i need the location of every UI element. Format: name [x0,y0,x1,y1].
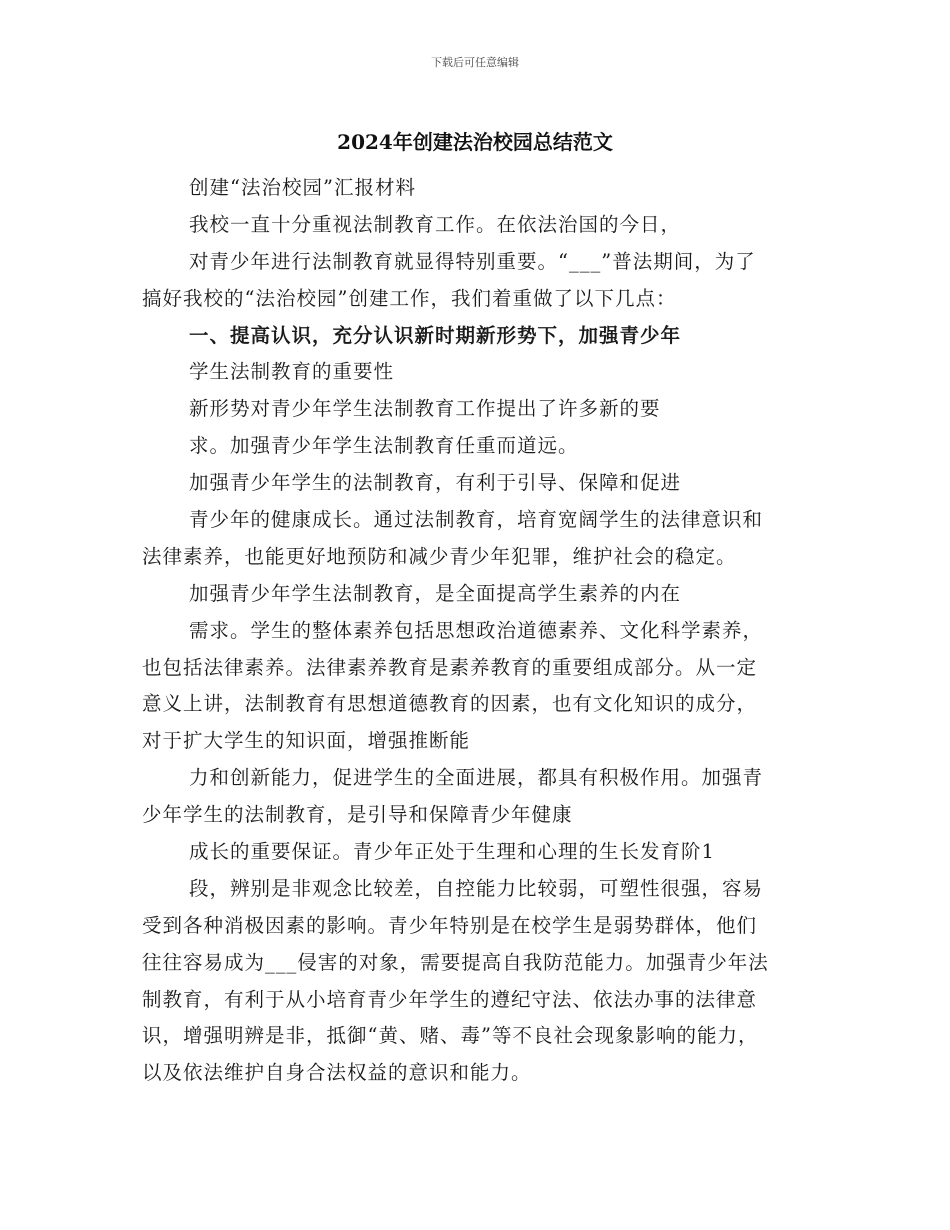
body-text-line: 新形势对青少年学生法制教育工作提出了许多新的要 [189,397,661,421]
body-text-line: 力和创新能力，促进学生的全面进展，都具有积极作用。加强青 [189,766,764,790]
body-text-line: 识，增强明辨是非，抵御“黄、赌、毒”等不良社会现象影响的能力， [142,1024,759,1048]
body-text-line: 创建“法治校园”汇报材料 [189,176,416,199]
body-text-line: 搞好我校的“法治校园”创建工作，我们着重做了以下几点： [142,286,677,310]
document-title: 2024年创建法治校园总结范文 [337,130,613,154]
header-note: 下载后可任意编辑 [431,56,519,69]
body-text-line: 我校一直十分重视法制教育工作。在依法治国的今日， [189,212,682,236]
body-text-line: 少年学生的法制教育，是引导和保障青少年健康 [142,803,573,827]
body-text-line: 段，辨别是非观念比较差，自控能力比较弱，可塑性很强，容易 [189,876,764,900]
body-text-line: 制教育，有利于从小培育青少年学生的遵纪守法、依法办事的法律意 [142,987,758,1011]
body-text-line: 也包括法律素养。法律素养教育是素养教育的重要组成部分。从一定 [142,655,758,679]
body-text-line: 对青少年进行法制教育就显得特别重要。“___”普法期间，为了 [189,249,756,273]
body-text-line: 成长的重要保证。青少年正处于生理和心理的生长发育阶1 [189,840,715,864]
body-text-line: 加强青少年学生法制教育，是全面提高学生素养的内在 [189,581,682,605]
body-text-line: 需求。学生的整体素养包括思想政治道德素养、文化科学素养， [189,618,764,642]
body-text-line: 学生法制教育的重要性 [189,360,395,384]
section-heading-line: 一、提高认识，充分认识新时期新形势下，加强青少年 [189,323,682,347]
body-text-line: 意义上讲，法制教育有思想道德教育的因素，也有文化知识的成分， [142,692,758,716]
body-text-line: 青少年的健康成长。通过法制教育，培育宽阔学生的法律意识和 [189,508,764,532]
body-text-line: 求。加强青少年学生法制教育任重而道远。 [189,434,579,458]
body-text-line: 以及依法维护自身合法权益的意识和能力。 [142,1061,532,1085]
body-text-line: 往往容易成为___侵害的对象，需要提高自我防范能力。加强青少年法 [142,950,769,974]
body-text-line: 受到各种消极因素的影响。青少年特别是在校学生是弱势群体，他们 [142,913,758,937]
document-body [142,170,842,1092]
body-text-line: 加强青少年学生的法制教育，有利于引导、保障和促进 [189,471,682,495]
body-text-line: 法律素养，也能更好地预防和减少青少年犯罪，维护社会的稳定。 [142,544,737,568]
body-text-line: 对于扩大学生的知识面，增强推断能 [142,729,471,753]
